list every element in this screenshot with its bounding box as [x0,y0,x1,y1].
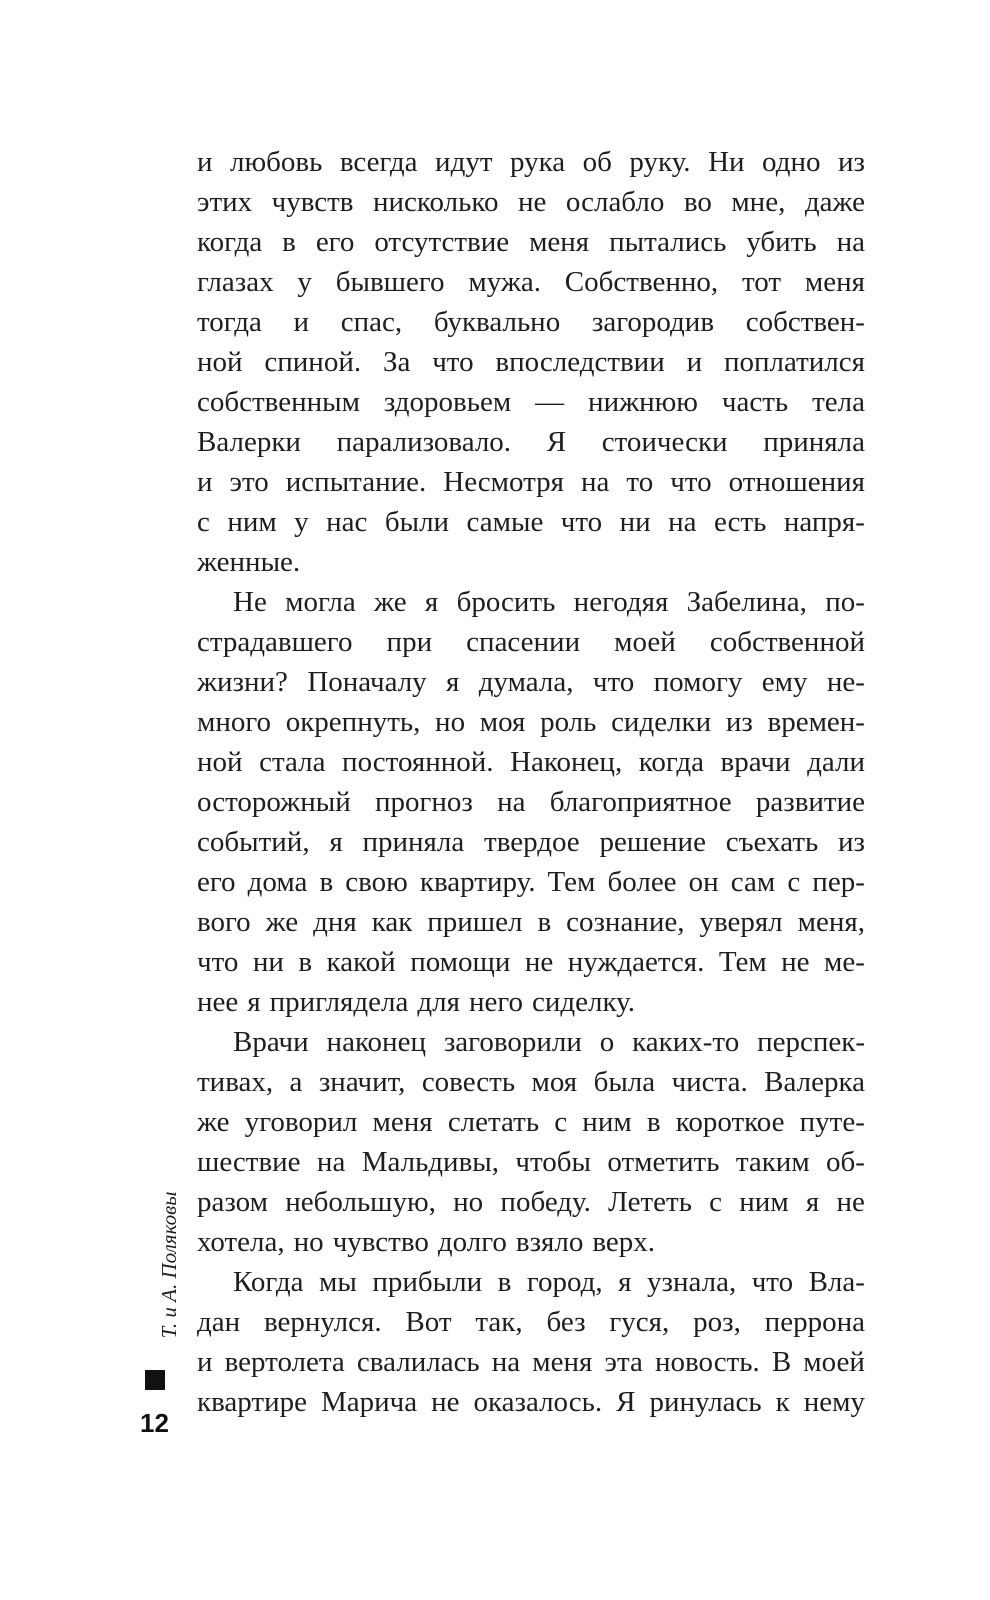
text-line: и это испытание. Несмотря на то что отношения [197,466,865,498]
page-text [197,142,865,1422]
text-line: разом небольшую, но победу. Лететь с ним я не [197,1186,865,1218]
text-line: событий, я приняла твердое решение съехать из [197,826,865,858]
paragraph [197,1022,865,1262]
text-line: Врачи наконец заговорили о каких-то перспек- [233,1026,865,1058]
text-line: и любовь всегда идут рука об руку. Ни одно из [197,146,865,178]
text-line: ной стала постоянной. Наконец, когда врачи дали [197,746,865,778]
text-line: и вертолета свалилась на меня эта новость. В моей [197,1346,865,1378]
author-name: Т. и А. Поляковы [157,1191,181,1339]
text-line: хотела, но чувство долго взяло верх. [197,1226,655,1258]
text-line: много окрепнуть, но моя роль сиделки из времен- [197,706,865,738]
text-line: тогда и спас, буквально загородив собствен- [197,306,865,338]
text-line: Не могла же я бросить негодяя Забелина, по- [233,586,865,618]
text-line: собственным здоровьем — нижнюю часть тела [197,386,865,418]
text-line: его дома в свою квартиру. Тем более он сам с пер- [197,866,865,898]
text-line: глазах у бывшего мужа. Собственно, тот меня [197,266,865,298]
text-line: шествие на Мальдивы, чтобы отметить таким об- [197,1146,865,1178]
text-line: страдавшего при спасении моей собственной [197,626,865,658]
text-line: Валерки парализовало. Я стоически приняла [197,426,865,458]
page-number: 12 [140,1408,169,1438]
text-line: ной спиной. За что впоследствии и поплатился [197,346,865,378]
text-line: этих чувств нисколько не ослабло во мне, даже [197,186,865,218]
text-line: Когда мы прибыли в город, я узнала, что Вла- [233,1266,865,1298]
text-line: вого же дня как пришел в сознание, уверял меня, [197,906,865,938]
text-line: с ним у нас были самые что ни на есть напря- [197,506,865,538]
paragraph [197,142,865,582]
text-line: что ни в какой помощи не нуждается. Тем не ме- [197,946,865,978]
text-line: осторожный прогноз на благоприятное развитие [197,786,865,818]
page-marker-square [145,1370,165,1390]
text-line: когда в его отсутствие меня пытались убить на [197,226,865,258]
paragraph [197,582,865,1022]
text-line: квартире Марича не оказалось. Я ринулась к нему [197,1386,865,1418]
text-line: тивах, а значит, совесть моя была чиста. Валерка [197,1066,865,1098]
text-line: женные. [197,546,301,578]
text-line: дан вернулся. Вот так, без гуся, роз, перрона [197,1306,865,1338]
paragraph [197,1262,865,1422]
text-line: жизни? Поначалу я думала, что помогу ему не- [197,666,865,698]
text-line: нее я приглядела для него сиделку. [197,986,636,1018]
text-line: же уговорил меня слетать с ним в короткое путе- [197,1106,865,1138]
